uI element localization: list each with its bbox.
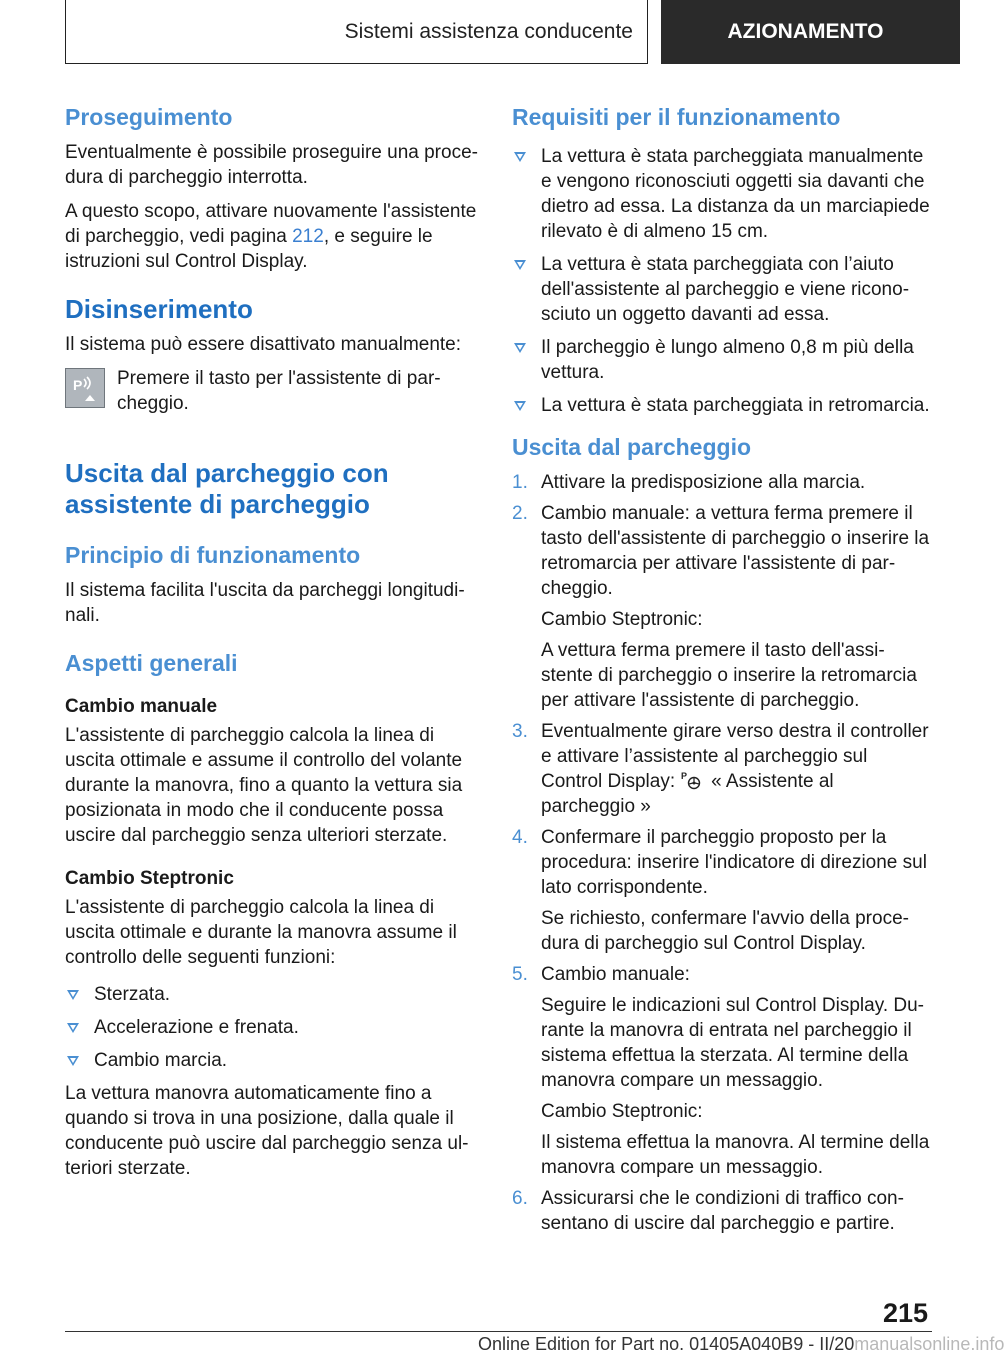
step-text: Se richiesto, confermare l'avvio della procedura di parcheggio sul Control Display. bbox=[541, 908, 909, 954]
triangle-bullet-icon bbox=[67, 990, 79, 1000]
park-assist-button-icon bbox=[65, 368, 105, 408]
list-item bbox=[512, 144, 930, 244]
heading-requisiti: Requisiti per il funzionamento bbox=[512, 104, 841, 130]
requirements-list bbox=[512, 144, 930, 418]
list-item-text: Il parcheggio è lungo almeno 0,8 m più della vettura. bbox=[541, 337, 914, 383]
watermark-text: manualsonline.info bbox=[854, 1334, 1004, 1354]
paragraph-disinserimento: Il sistema può essere disattivato manualmente: bbox=[65, 334, 462, 355]
step-number: 3. bbox=[512, 721, 528, 742]
heading-aspetti: Aspetti generali bbox=[65, 650, 238, 676]
svg-text:P: P bbox=[681, 771, 688, 781]
triangle-bullet-icon bbox=[514, 260, 526, 270]
text-fragment: « Assistente al parcheggio » bbox=[541, 771, 834, 817]
list-item bbox=[65, 982, 480, 1007]
step-text: Confermare il parcheggio proposto per la procedura: inserire l'indicatore di direzione sul lato corrispondente. bbox=[541, 827, 927, 898]
list-item bbox=[65, 1015, 480, 1040]
text-fragment: A questo scopo, attivare nuovamente l'assistente di parcheggio, vedi pagina bbox=[65, 201, 477, 247]
step-text: Cambio Steptronic: bbox=[541, 1101, 703, 1122]
paragraph-proseguimento-1: Eventualmente è possibile proseguire una procedura di parcheggio interrotta. bbox=[65, 142, 478, 188]
functions-list bbox=[65, 982, 480, 1073]
chapter-tab-label: AZIONAMENTO bbox=[727, 20, 884, 43]
button-instruction bbox=[65, 366, 480, 416]
list-item-text: Sterzata. bbox=[94, 984, 171, 1005]
heading-uscita-assistente: Uscita dal parcheggio con assistente di parcheggio bbox=[65, 458, 389, 519]
page-number: 215 bbox=[883, 1298, 929, 1328]
step-item bbox=[512, 1186, 930, 1236]
list-item-text: La vettura è stata parcheggiata manualmente e vengono riconosciuti oggetti sia davanti che dietro ad essa. La distanza da un marciapiede rilevato è di almeno 15 cm. bbox=[541, 146, 930, 242]
list-item-text: La vettura è stata parcheggiata con l’aiuto dell'assistente al parcheggio e viene riconosciuto un oggetto davanti ad essa. bbox=[541, 254, 910, 325]
heading-uscita-dal-parcheggio: Uscita dal parcheggio bbox=[512, 434, 752, 460]
heading-principio: Principio di funzionamento bbox=[65, 542, 361, 568]
chapter-tab bbox=[661, 0, 960, 64]
triangle-bullet-icon bbox=[514, 152, 526, 162]
paragraph-principio: Il sistema facilita l'uscita da parcheggi longitudinali. bbox=[65, 580, 465, 626]
step-text: Assicurarsi che le condizioni di traffico consentano di uscire dal parcheggio e partire. bbox=[541, 1188, 904, 1234]
page-reference-link[interactable]: 212 bbox=[292, 226, 324, 247]
step-text: Cambio manuale: a vettura ferma premere il tasto dell'assistente di parcheggio o inserire la retromarcia per attivare l'assistente di parcheggio. bbox=[541, 503, 930, 599]
step-item bbox=[512, 962, 930, 1180]
svg-text:P: P bbox=[73, 377, 83, 393]
step-number: 1. bbox=[512, 472, 528, 493]
step-text: Attivare la predisposizione alla marcia. bbox=[541, 472, 866, 493]
step-text: Cambio manuale: bbox=[541, 964, 690, 985]
step-text bbox=[541, 719, 930, 819]
step-text: A vettura ferma premere il tasto dell'assistente di parcheggio o inserire la retromarcia per attivare l'assistente di parcheggio. bbox=[541, 640, 917, 711]
step-number: 6. bbox=[512, 1188, 528, 1209]
text-fragment: , e seguire le istruzioni sul Control Display. bbox=[65, 226, 433, 272]
footer-edition bbox=[478, 1334, 1004, 1355]
step-item bbox=[512, 825, 930, 956]
edition-text: Online Edition for Part no. 01405A040B9 - II/20 bbox=[478, 1334, 855, 1354]
park-assist-menu-icon bbox=[681, 770, 703, 790]
triangle-bullet-icon bbox=[514, 343, 526, 353]
heading-disinserimento: Disinserimento bbox=[65, 294, 253, 324]
left-column bbox=[65, 100, 480, 1190]
step-item bbox=[512, 719, 930, 819]
step-text: Il sistema effettua la manovra. Al termine della manovra compare un messaggio. bbox=[541, 1132, 930, 1178]
step-number: 2. bbox=[512, 503, 528, 524]
triangle-bullet-icon bbox=[67, 1023, 79, 1033]
subheading-cambio-steptronic: Cambio Steptronic bbox=[65, 868, 234, 889]
running-header-section bbox=[65, 0, 648, 64]
section-title: Sistemi assistenza conducente bbox=[344, 19, 633, 43]
step-item bbox=[512, 470, 930, 495]
paragraph-cambio-manuale: L'assistente di parcheggio calcola la linea di uscita ottimale e assume il controllo del volante durante la manovra, fino a quanto la vettura sia posizionata in modo che il conducente possa uscire dal parcheggio senza ulteriori sterzate. bbox=[65, 725, 463, 846]
paragraph-cambio-steptronic: L'assistente di parcheggio calcola la linea di uscita ottimale e durante la manovra assume il controllo delle seguenti funzioni: bbox=[65, 897, 457, 968]
step-item bbox=[512, 501, 930, 713]
subheading-cambio-manuale: Cambio manuale bbox=[65, 696, 218, 717]
footer-divider bbox=[65, 1331, 932, 1332]
list-item-text: Cambio marcia. bbox=[94, 1050, 228, 1071]
paragraph-closing: La vettura manovra automaticamente fino a quando si trova in una posizione, dalla quale il conducente può uscire dal parcheggio senza ulteriori sterzate. bbox=[65, 1083, 469, 1179]
paragraph-proseguimento-2 bbox=[65, 199, 480, 274]
steps-list bbox=[512, 470, 930, 1236]
heading-proseguimento: Proseguimento bbox=[65, 104, 233, 130]
triangle-bullet-icon bbox=[514, 401, 526, 411]
list-item bbox=[512, 252, 930, 327]
step-number: 5. bbox=[512, 964, 528, 985]
step-text: Cambio Steptronic: bbox=[541, 609, 703, 630]
step-text: Seguire le indicazioni sul Control Display. Durante la manovra di entrata nel parcheggio il sistema effettua la sterzata. Al termine della manovra compare un messaggio. bbox=[541, 995, 924, 1091]
button-instruction-text: Premere il tasto per l'assistente di parcheggio. bbox=[117, 368, 441, 414]
triangle-bullet-icon bbox=[67, 1056, 79, 1066]
list-item-text: Accelerazione e frenata. bbox=[94, 1017, 299, 1038]
text-fragment: Eventualmente girare verso destra il controller e attivare l’assistente al parcheggio sul Control Display: bbox=[541, 721, 929, 792]
list-item bbox=[512, 335, 930, 385]
step-number: 4. bbox=[512, 827, 528, 848]
list-item bbox=[65, 1048, 480, 1073]
list-item bbox=[512, 393, 930, 418]
right-column bbox=[512, 100, 930, 1242]
list-item-text: La vettura è stata parcheggiata in retromarcia. bbox=[541, 395, 930, 416]
